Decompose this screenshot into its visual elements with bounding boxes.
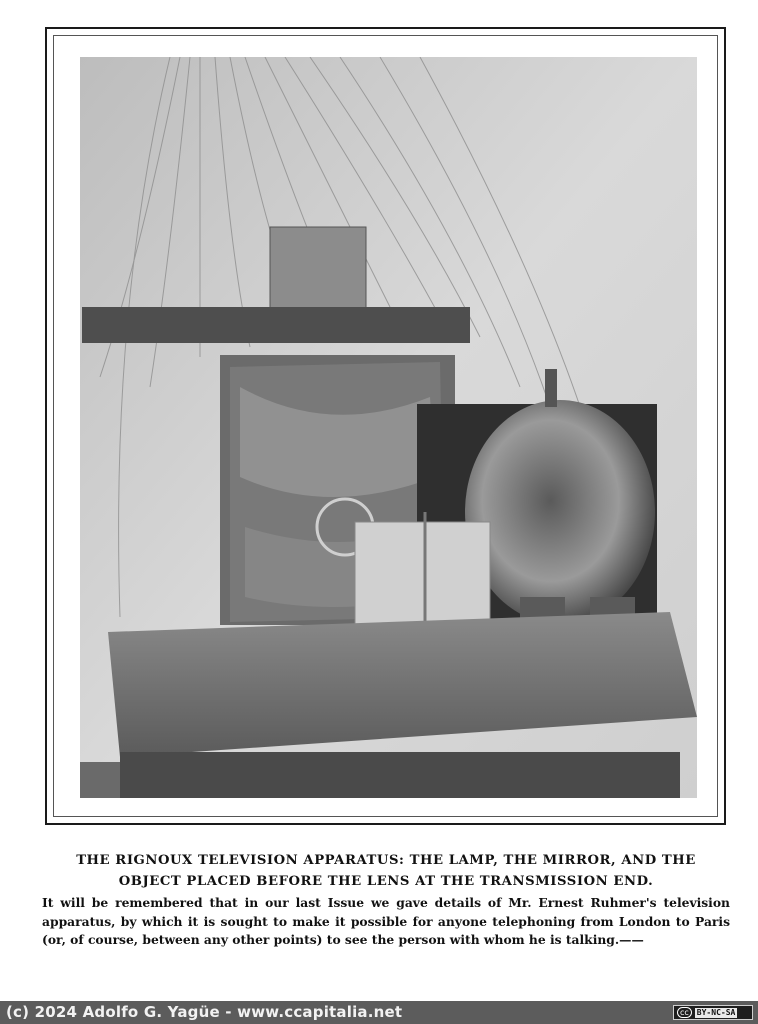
photo-illustration <box>80 57 697 798</box>
caption-title-line-1: THE RIGNOUX TELEVISION APPARATUS: THE LAMP, THE MIRROR, AND THE <box>76 853 696 868</box>
photo-caption <box>42 850 730 950</box>
wooden-shelf <box>82 307 470 343</box>
concave-mirror <box>465 400 655 624</box>
apparatus-photograph <box>80 57 697 798</box>
table-apron <box>120 752 680 798</box>
caption-title-line-2: OBJECT PLACED BEFORE THE LENS AT THE TRANSMISSION END. <box>118 874 654 889</box>
cc-license-badge[interactable] <box>673 1005 753 1020</box>
license-label: BY-NC-SA <box>696 1007 736 1017</box>
footer-credit-text: (c) 2024 Adolfo G. Yagüe - www.ccapitalia.net <box>6 1003 403 1021</box>
cc-icon: cc <box>677 1007 692 1018</box>
wood-block <box>270 227 366 315</box>
caption-body-text: It will be remembered that in our last Issue we gave details of Mr. Ernest Ruhmer's television apparatus, by which it is sought to make it possible for anyone telephoning from London to Paris (or, of course, between any other points) to see the person with whom he is talking.—— <box>42 895 730 947</box>
footer-credit-bar <box>0 1001 758 1024</box>
